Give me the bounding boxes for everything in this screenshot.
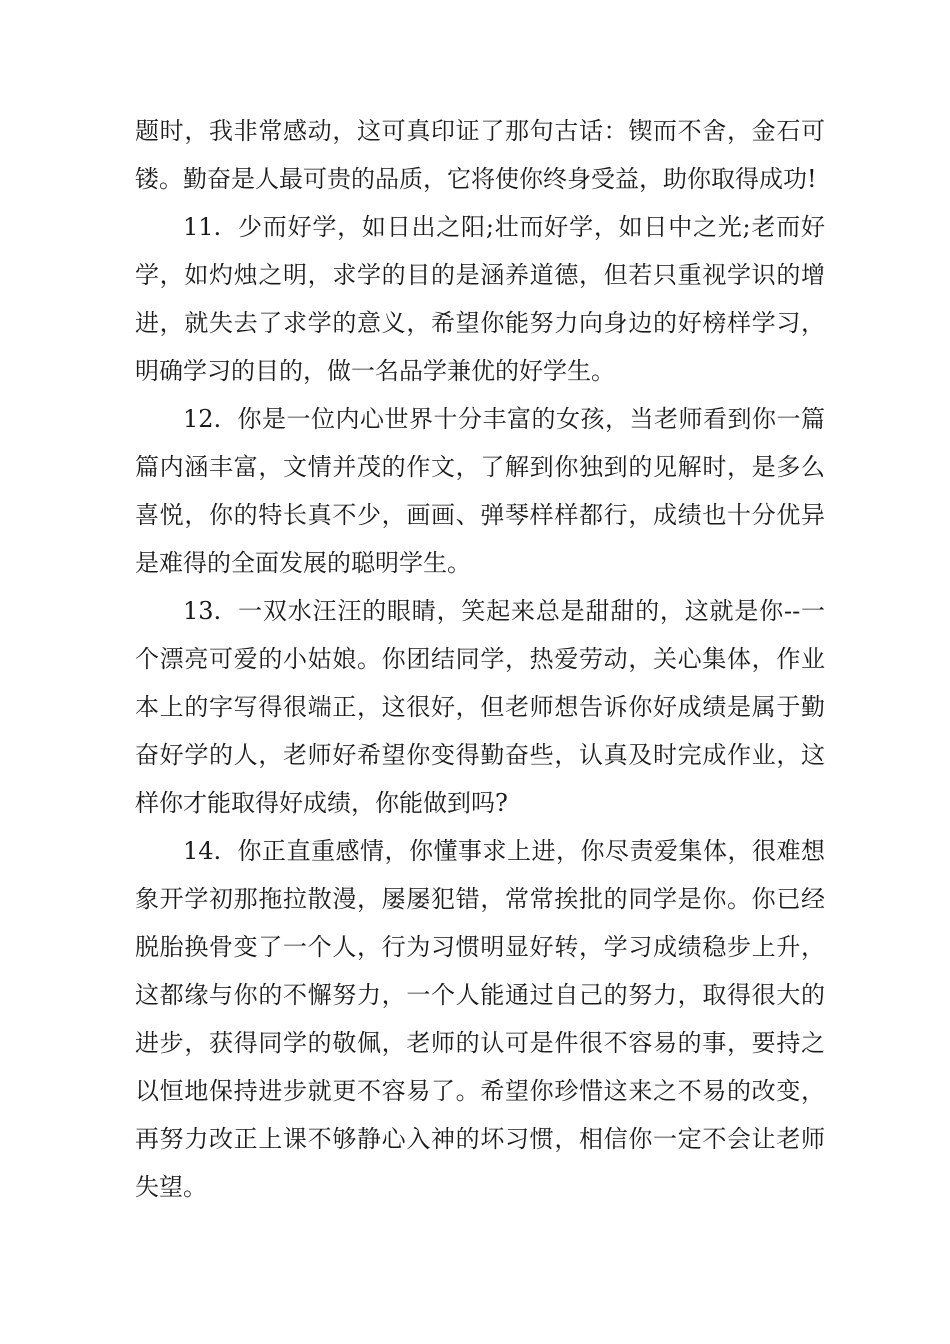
paragraph-text: 少而好学，如日出之阳;壮而好学，如日中之光;老而好学，如灼烛之明，求学的目的是涵养道德，但若只重视学识的增进，就失去了求学的意义，希望你能努力向身边的好榜样学习，明确学习的目的，做一名品学兼优的好学生。 [135,213,825,385]
paragraph-number: 11. [183,213,222,241]
paragraph-number: 12. [183,405,222,433]
document-body [135,107,825,1211]
paragraph-number: 13. [183,597,222,625]
paragraph-14 [135,827,825,1211]
paragraph-13 [135,587,825,827]
paragraph-text: 题时，我非常感动，这可真印证了那句古话：锲而不舍，金石可镂。勤奋是人最可贵的品质，它将使你终身受益，助你取得成功! [135,117,825,193]
paragraph-text: 你是一位内心世界十分丰富的女孩，当老师看到你一篇篇内涵丰富，文情并茂的作文，了解到你独到的见解时，是多么喜悦，你的特长真不少，画画、弹琴样样都行，成绩也十分优异是难得的全面发展的聪明学生。 [135,405,825,577]
paragraph-12 [135,395,825,587]
paragraph-text: 一双水汪汪的眼睛，笑起来总是甜甜的，这就是你--一个漂亮可爱的小姑娘。你团结同学，热爱劳动，关心集体，作业本上的字写得很端正，这很好，但老师想告诉你好成绩是属于勤奋好学的人，老师好希望你变得勤奋些，认真及时完成作业，这样你才能取得好成绩，你能做到吗? [135,597,825,817]
paragraph-number: 14. [183,837,222,865]
paragraph-11 [135,203,825,395]
paragraph-text: 你正直重感情，你懂事求上进，你尽责爱集体，很难想象开学初那拖拉散漫，屡屡犯错，常常挨批的同学是你。你已经脱胎换骨变了一个人，行为习惯明显好转，学习成绩稳步上升，这都缘与你的不懈努力，一个人能通过自己的努力，取得很大的进步，获得同学的敬佩，老师的认可是件很不容易的事，要持之以恒地保持进步就更不容易了。希望你珍惜这来之不易的改变，再努力改正上课不够静心入神的坏习惯，相信你一定不会让老师失望。 [135,837,825,1201]
paragraph-continued [135,107,825,203]
